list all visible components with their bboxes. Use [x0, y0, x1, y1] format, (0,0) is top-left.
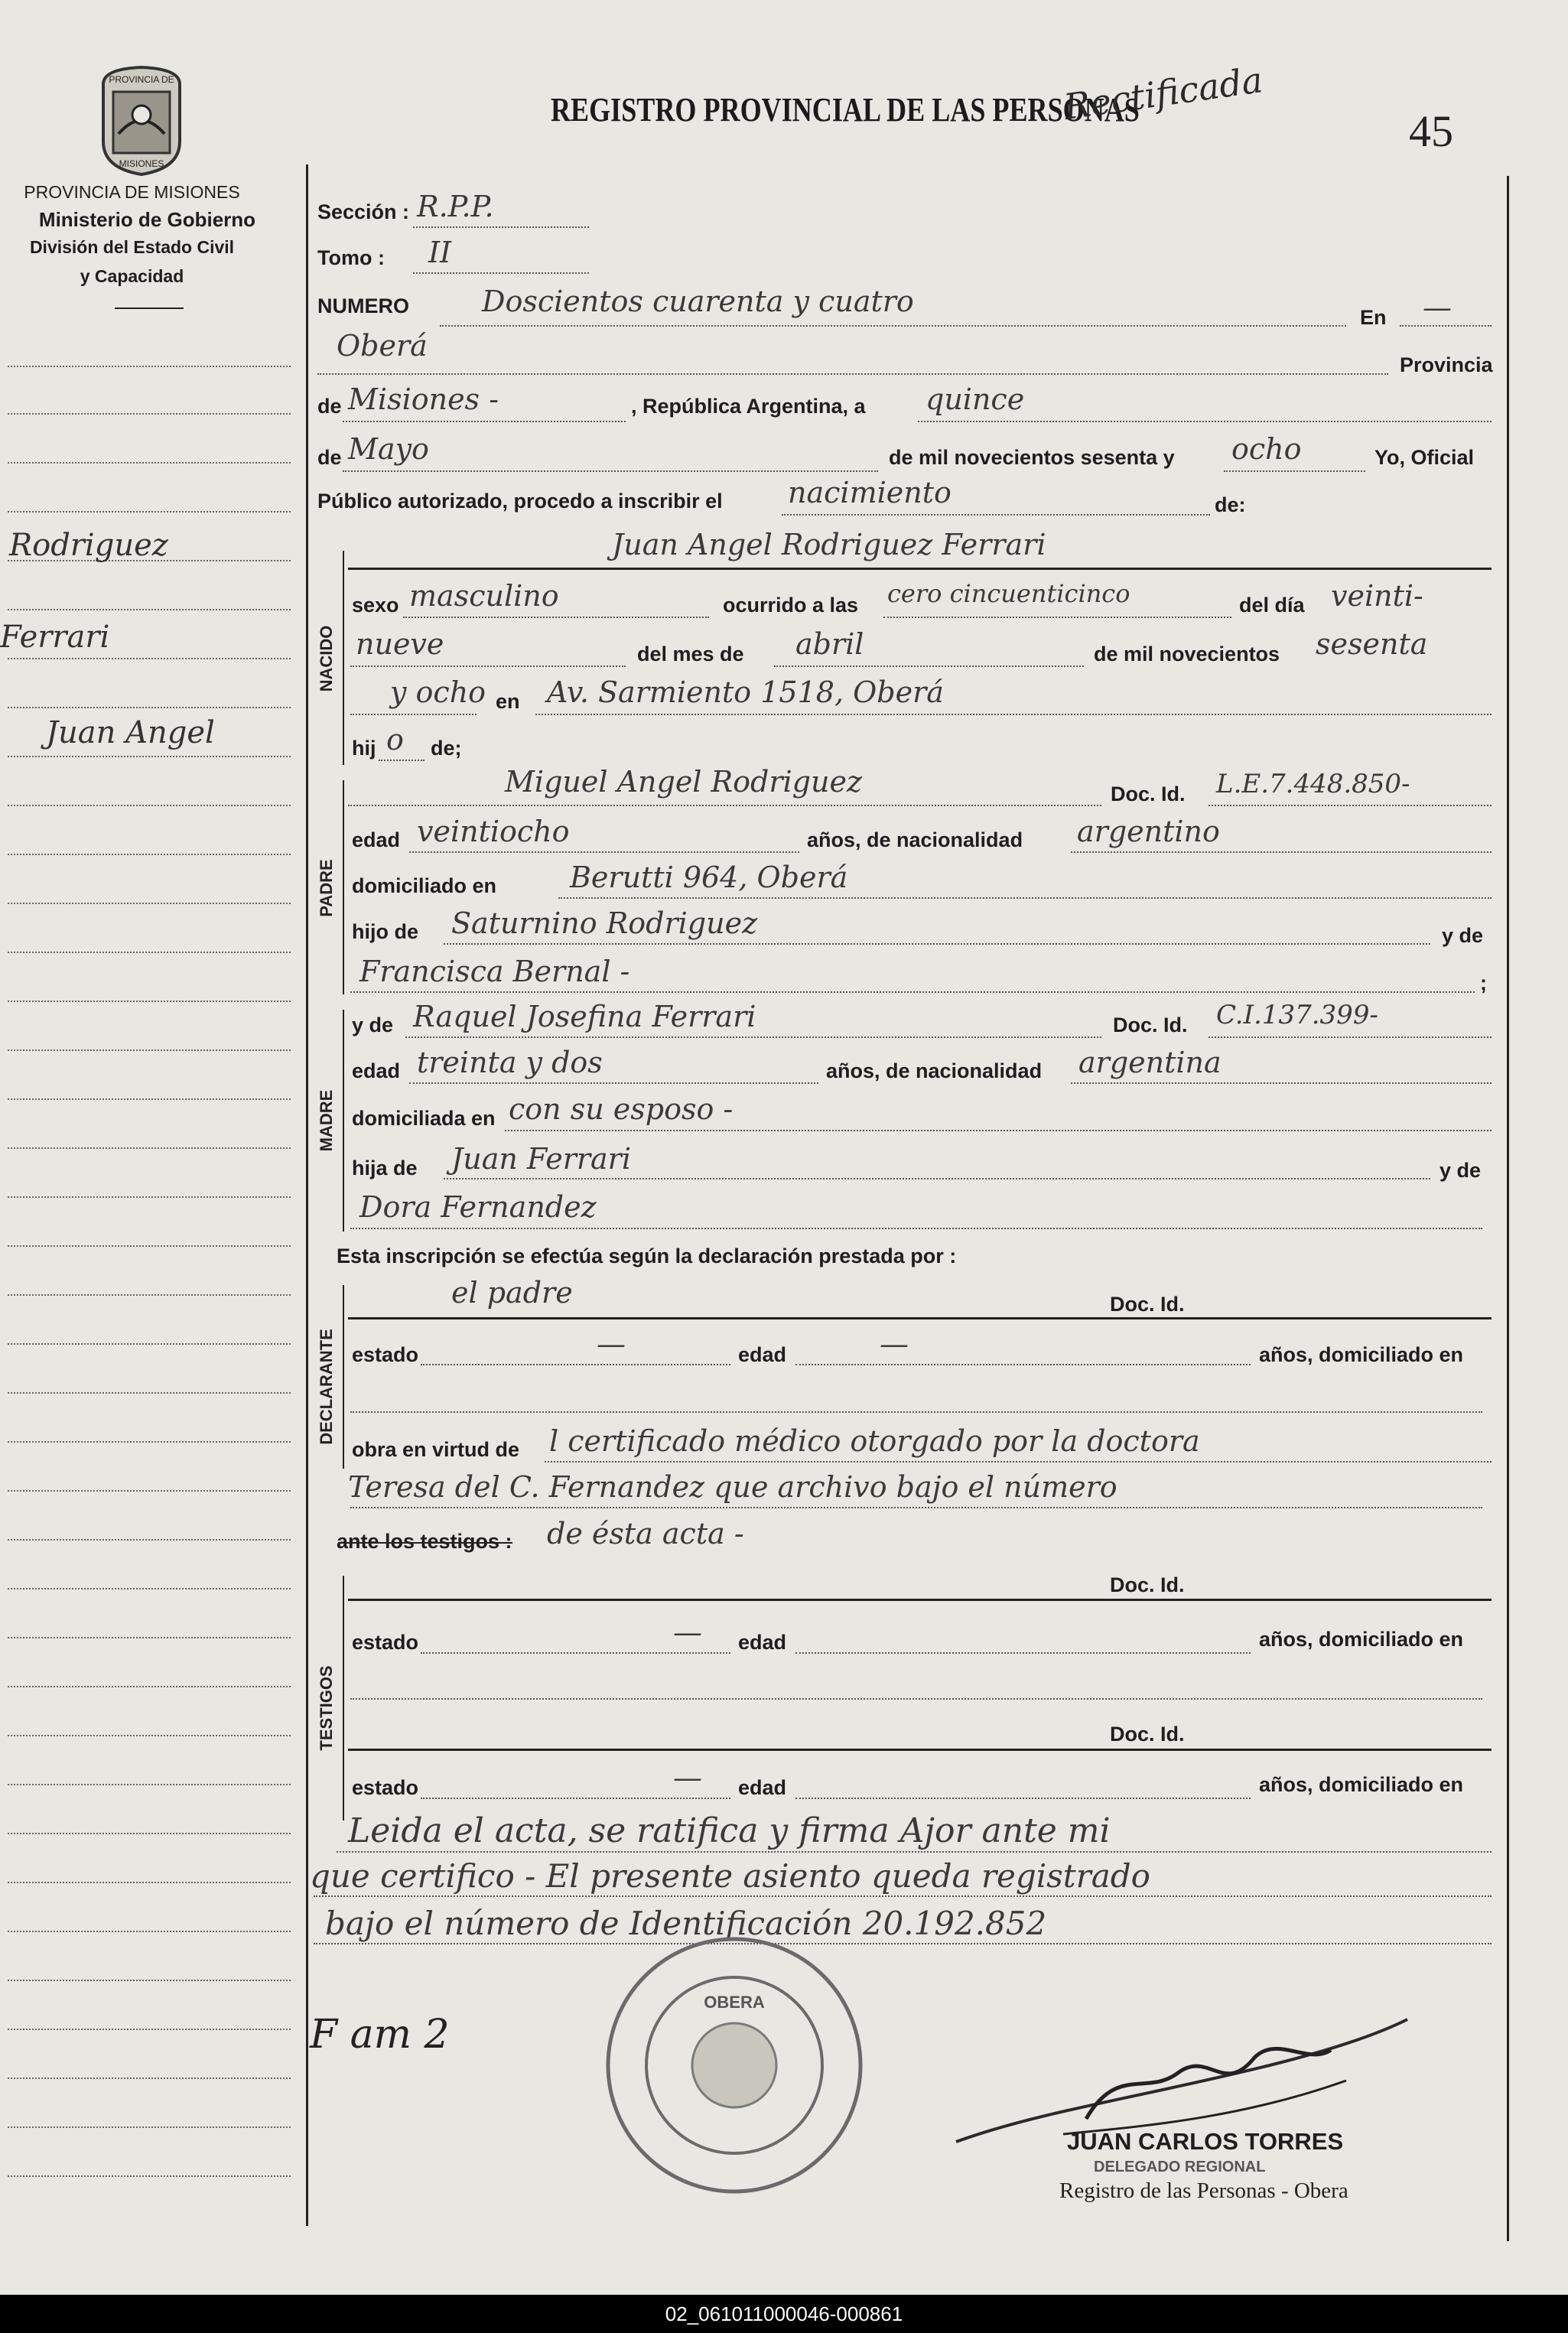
right-margin-rule: [1507, 176, 1509, 2241]
anio-value-2: y ocho: [390, 675, 486, 709]
testigo1-estado-label: estado: [352, 1631, 419, 1654]
tomo-value: II: [428, 236, 452, 269]
province-label: PROVINCIA DE MISIONES: [24, 182, 240, 202]
declarante-intro: Esta inscripción se efectúa según la declaración prestada por :: [337, 1245, 957, 1267]
madre-bracket: [343, 1010, 344, 1232]
official-role: DELEGADO REGIONAL: [1094, 2159, 1266, 2175]
madre-domic-label: domiciliada en: [352, 1107, 496, 1130]
madre-doc-label: Doc. Id.: [1113, 1014, 1188, 1036]
year-value: ocho: [1231, 432, 1302, 466]
emblem-bottom-text: MISIONES: [119, 158, 164, 169]
padre-doc-label: Doc. Id.: [1111, 783, 1186, 805]
nacido-section-label: NACIDO: [317, 625, 336, 692]
division-label: División del Estado Civil: [29, 237, 235, 257]
numero-label: NUMERO: [317, 294, 409, 317]
testigo1-edad-label: edad: [738, 1631, 787, 1654]
declarante-doc-label: Doc. Id.: [1107, 1293, 1188, 1316]
declarante-section-label: DECLARANTE: [317, 1329, 336, 1445]
mil-label: de mil novecientos sesenta y: [889, 446, 1175, 469]
testigo2-estado-label: estado: [352, 1776, 419, 1799]
oficial-label: Yo, Oficial: [1374, 446, 1475, 469]
testigo2-name-rule: [348, 1749, 1492, 1751]
declarante-name-rule: [348, 1317, 1492, 1319]
day-value: quince: [926, 382, 1025, 416]
publico-label: Público autorizado, procedo a inscribir el: [317, 490, 723, 512]
madre-edad-label: edad: [352, 1059, 401, 1082]
del-dia-label: del día: [1239, 594, 1305, 617]
dia-value-2: nueve: [356, 627, 444, 661]
inscribe-value: nacimiento: [788, 476, 952, 509]
testigos-bracket: [343, 1576, 344, 1821]
madre-madre-de: Dora Fernandez: [359, 1190, 597, 1224]
madre-y-de-label: y de: [1440, 1159, 1482, 1182]
en-value: —: [1423, 291, 1452, 324]
mil-label-nacido: de mil novecientos: [1094, 643, 1280, 665]
padre-doc-value: L.E.7.448.850-: [1216, 769, 1410, 799]
numero-value: Doscientos cuarenta y cuatro: [482, 285, 914, 318]
nacido-bracket: [343, 551, 344, 765]
header-divider: [115, 307, 184, 309]
testigo2-estado-value: —: [673, 1761, 702, 1794]
de-colon: de:: [1215, 493, 1246, 516]
declarante-edad-value: —: [880, 1327, 909, 1361]
mes-value: abril: [795, 627, 864, 661]
city-value: Oberá: [337, 329, 428, 363]
del-mes-label: del mes de: [637, 643, 744, 665]
padre-semicolon: ;: [1480, 971, 1487, 994]
obra-value-1: l certificado médico otorgado por la doctora: [549, 1424, 1200, 1458]
margin-surname-1: Rodriguez: [9, 528, 168, 563]
madre-domic-value: con su esposo -: [509, 1092, 734, 1126]
seccion-label: Sección :: [317, 200, 410, 223]
testigo1-name-rule: [348, 1599, 1492, 1601]
official-stamp-icon: [597, 1928, 872, 2203]
hijo-suffix: o: [386, 723, 404, 757]
margin-surname-2: Ferrari: [0, 620, 110, 655]
madre-y-de-label: y de: [352, 1014, 394, 1036]
official-name: JUAN CARLOS TORRES: [1067, 2128, 1344, 2155]
lugar-value: Av. Sarmiento 1518, Oberá: [547, 675, 944, 709]
anio-value-1: sesenta: [1316, 627, 1428, 661]
nacido-name-rule: [348, 568, 1492, 570]
testigo2-anios-label: años, domiciliado en: [1259, 1773, 1464, 1796]
title-annotation: Rectificada: [1061, 59, 1266, 128]
padre-domic-value: Berutti 964, Oberá: [570, 861, 848, 894]
padre-nac-value: argentino: [1077, 815, 1220, 848]
testigos-strike: [338, 1542, 512, 1544]
padre-section-label: PADRE: [317, 859, 336, 917]
declarante-bracket: [343, 1285, 344, 1469]
padre-name: Miguel Angel Rodriguez: [505, 765, 862, 799]
page-number: 45: [1409, 106, 1453, 156]
en-label: En: [1360, 306, 1387, 329]
sexo-label: sexo: [352, 594, 399, 617]
madre-name: Raquel Josefina Ferrari: [413, 1000, 756, 1033]
image-id-label: 02_061011000046-000861: [665, 2302, 903, 2325]
testigos-intro-value: de ésta acta -: [547, 1517, 744, 1550]
padre-madre-de: Francisca Bernal -: [359, 955, 630, 988]
declarante-anios-label: años, domiciliado en: [1259, 1343, 1464, 1366]
testigo2-edad-label: edad: [738, 1776, 787, 1799]
left-margin-rule: [306, 164, 308, 2226]
hijo-label: hij: [352, 737, 376, 760]
margin-given-names: Juan Angel: [46, 715, 215, 750]
official-office: Registro de las Personas - Obera: [1059, 2178, 1348, 2203]
closing-line-3: bajo el número de Identificación 20.192.852: [325, 1905, 1047, 1942]
declarante-edad-label: edad: [738, 1343, 787, 1366]
hora-value: cero cincuenticinco: [887, 579, 1130, 608]
de-label-nacido: de;: [431, 737, 462, 760]
republica-label: , República Argentina, a: [631, 395, 866, 418]
closing-line-1: Leida el acta, se ratifica y firma Ajor ante mi: [348, 1811, 1111, 1850]
declarante-name: el padre: [451, 1276, 573, 1310]
madre-doc-value: C.I.137.399-: [1216, 1000, 1378, 1030]
padre-domic-label: domiciliado en: [352, 874, 497, 897]
sexo-value: masculino: [409, 579, 559, 613]
obra-label: obra en virtud de: [352, 1438, 520, 1461]
madre-nac-label: años, de nacionalidad: [826, 1059, 1043, 1082]
padre-edad-label: edad: [352, 828, 401, 851]
stamp-text: OBERA: [704, 1993, 765, 2012]
ocurrido-label: ocurrido a las: [723, 594, 859, 617]
month-value: Mayo: [348, 432, 429, 466]
declarante-estado-value: —: [597, 1327, 626, 1361]
testigo1-anios-label: años, domiciliado en: [1259, 1628, 1464, 1651]
province-value: Misiones -: [348, 382, 499, 416]
padre-hijo-de-label: hijo de: [352, 920, 418, 943]
closing-line-2: que certifico - El presente asiento queda registrado: [310, 1857, 1150, 1895]
de-label-2: de: [317, 446, 342, 469]
madre-nac-value: argentina: [1078, 1046, 1222, 1079]
de-label: de: [317, 395, 342, 418]
ministry-label: Ministerio de Gobierno: [38, 208, 256, 231]
madre-padre-de: Juan Ferrari: [451, 1142, 631, 1176]
tomo-label: Tomo :: [317, 246, 385, 269]
testigos-section-label: TESTIGOS: [317, 1665, 336, 1751]
padre-edad-value: veintiocho: [417, 815, 570, 848]
madre-edad-value: treinta y dos: [417, 1046, 603, 1079]
madre-hija-de-label: hija de: [352, 1157, 418, 1180]
obra-value-2: Teresa del C. Fernandez que archivo bajo el número: [348, 1470, 1117, 1504]
capacity-label: y Capacidad: [80, 266, 184, 286]
testigo1-estado-value: —: [673, 1616, 702, 1649]
testigo2-doc-label: Doc. Id.: [1107, 1723, 1188, 1746]
en-label-nacido: en: [496, 690, 520, 713]
province-emblem-icon: [92, 61, 191, 176]
document-title: REGISTRO PROVINCIAL DE LAS PERSONAS: [551, 91, 1140, 129]
padre-padre-de: Saturnino Rodriguez: [451, 906, 758, 940]
testigo1-doc-label: Doc. Id.: [1107, 1573, 1188, 1597]
testigos-intro-label: ante los testigos :: [337, 1530, 512, 1553]
provincia-label: Provincia: [1400, 353, 1493, 376]
padre-y-de-label: y de: [1442, 924, 1484, 947]
declarante-estado-label: estado: [352, 1343, 419, 1366]
left-initials: F am 2: [310, 2012, 450, 2058]
footer-bar: [0, 2295, 1568, 2333]
padre-nac-label: años, de nacionalidad: [807, 828, 1023, 851]
emblem-top-text: PROVINCIA DE: [109, 74, 174, 85]
padre-bracket: [343, 780, 344, 994]
seccion-value: R.P.P.: [417, 190, 494, 223]
nacido-name: Juan Angel Rodriguez Ferrari: [612, 528, 1046, 561]
madre-section-label: MADRE: [317, 1089, 336, 1152]
dia-value-1: veinti-: [1331, 579, 1423, 613]
